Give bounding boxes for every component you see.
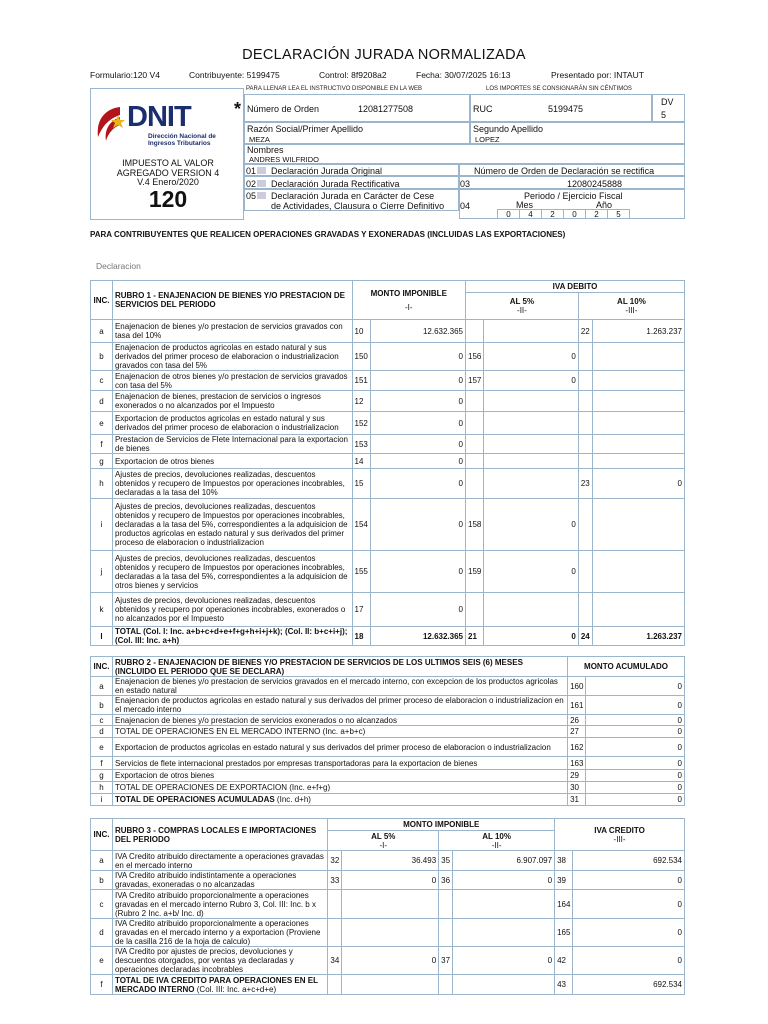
iva-credito-value: 692.534 bbox=[573, 851, 685, 871]
table-row bbox=[91, 757, 685, 770]
meta-presentado: Presentado por: INTAUT bbox=[551, 70, 644, 80]
iva-credito-value: 692.534 bbox=[573, 975, 685, 995]
table-row bbox=[91, 391, 685, 412]
al10-value: 0 bbox=[453, 947, 555, 975]
row-inc: d bbox=[91, 726, 113, 738]
row-inc: l bbox=[91, 627, 113, 646]
impuesto-label: IMPUESTO AL VALOR AGREGADO VERSION 4 V.4 Enero/2020 bbox=[116, 158, 220, 187]
casilla-code: 38 bbox=[555, 851, 573, 871]
al10-value: 6.907.097 bbox=[453, 851, 555, 871]
monto-value: 0 bbox=[370, 593, 465, 627]
casilla-code bbox=[328, 919, 342, 947]
table-row bbox=[91, 851, 685, 871]
page-title: DECLARACIÓN JURADA NORMALIZADA bbox=[242, 47, 526, 63]
rubro3-al5-header: AL 5% -I- bbox=[328, 831, 439, 851]
row-inc: i bbox=[91, 499, 113, 551]
al5-value bbox=[484, 469, 579, 499]
row-inc: c bbox=[91, 890, 113, 919]
al5-value bbox=[484, 593, 579, 627]
row-description-text: Enajenacion de bienes y/o prestacion de servicios exonerados o no alcanzados bbox=[114, 715, 397, 725]
rectifica-value-box: 03 12080245888 bbox=[459, 176, 685, 189]
row-inc: b bbox=[91, 696, 113, 715]
acumulado-value: 0 bbox=[586, 715, 685, 726]
form-subtitle: PARA CONTRIBUYENTES QUE REALICEN OPERACIONES GRAVADAS Y EXONERADAS (INCLUIDAS LAS EXPORTACIONES) bbox=[90, 230, 566, 239]
al5-value bbox=[484, 435, 579, 454]
casilla-code: 160 bbox=[568, 677, 586, 696]
rubro2-title: RUBRO 2 - ENAJENACION DE BIENES Y/O PRESTACION DE SERVICIOS DE LOS ULTIMOS SEIS (6) MESES (INCLUIDO EL PERIODO QUE SE DECLARA) bbox=[112, 657, 567, 677]
casilla-code: 12 bbox=[352, 391, 370, 412]
casilla-code bbox=[578, 371, 592, 391]
periodo-digits bbox=[498, 209, 630, 219]
row-description bbox=[112, 947, 327, 975]
ruc-box: RUC 5199475 bbox=[470, 94, 652, 122]
row-inc: c bbox=[91, 371, 113, 391]
section-label: Declaracion bbox=[96, 261, 141, 271]
row-description bbox=[112, 726, 567, 738]
table-row bbox=[91, 794, 685, 806]
periodo-digit: 0 bbox=[563, 209, 586, 219]
al5-value: 36.493 bbox=[342, 851, 439, 871]
row-inc: d bbox=[91, 391, 113, 412]
al10-value bbox=[592, 551, 684, 593]
table-row bbox=[91, 947, 685, 975]
row-description-text: Exportacion de productos agricolas en estado natural y sus derivados del primer proceso de elaboracion o industrializacion bbox=[114, 742, 551, 752]
casilla-code bbox=[578, 412, 592, 435]
logo-name: DNIT bbox=[127, 101, 191, 133]
row-description-text: (Col. III: Inc. a+c+d+e) bbox=[194, 984, 277, 994]
iva-credito-value: 0 bbox=[573, 871, 685, 890]
casilla-code: 17 bbox=[352, 593, 370, 627]
row-description-text: Ajustes de precios, devoluciones realizadas, descuentos obtenidos y recupero de Impuestos por operaciones incobrables, declaradas a la tasa del 10% bbox=[114, 470, 345, 497]
acumulado-value: 0 bbox=[586, 677, 685, 696]
table-row bbox=[91, 696, 685, 715]
row-description-text: (Col. I: Inc. a+b+c+d+e+f+g+h+i+j+k); (Col. II: b+c+i+j); (Col. III: Inc. a+h) bbox=[114, 627, 348, 645]
periodo-digit: 4 bbox=[519, 209, 542, 219]
casilla-code bbox=[439, 890, 453, 919]
casilla-code bbox=[466, 454, 484, 469]
casilla-code bbox=[578, 435, 592, 454]
casilla-code: 23 bbox=[578, 469, 592, 499]
al5-value: 0 bbox=[484, 371, 579, 391]
periodo-digit: 2 bbox=[585, 209, 608, 219]
casilla-code: 29 bbox=[568, 770, 586, 782]
row-description bbox=[112, 454, 352, 469]
row-inc: d bbox=[91, 919, 113, 947]
table-row bbox=[91, 320, 685, 343]
row-description-bold: TOTAL DE OPERACIONES ACUMULADAS bbox=[114, 795, 275, 804]
row-description bbox=[112, 738, 567, 757]
acumulado-value: 0 bbox=[586, 726, 685, 738]
row-description-text: Enajenacion de productos agricolas en estado natural y sus derivados del primer proceso de elaboracion o industrializacion gravados con tasa del 5% bbox=[114, 343, 339, 370]
rubro1-monto-header: MONTO IMPONIBLE -I- bbox=[352, 281, 465, 320]
row-description-text: Exportacion de otros bienes bbox=[114, 771, 215, 780]
casilla-code: 34 bbox=[328, 947, 342, 975]
casilla-code: 27 bbox=[568, 726, 586, 738]
rubro1-title: RUBRO 1 - ENAJENACION DE BIENES Y/O PRESTACION DE SERVICIOS DEL PERIODO bbox=[112, 281, 352, 320]
meta-formulario: Formulario:120 V4 bbox=[90, 70, 160, 80]
row-description bbox=[112, 715, 567, 726]
row-description bbox=[112, 435, 352, 454]
al5-value bbox=[342, 890, 439, 919]
logo-subtitle: Dirección Nacional de Ingresos Tributarios bbox=[148, 133, 216, 147]
casilla-code bbox=[578, 593, 592, 627]
rubro1-table bbox=[90, 280, 685, 646]
row-description-text: IVA Credito atribuido proporcionalmente a operaciones gravadas en el mercado interno y a exportacion (Proviene de la casilla 216 de la hoja de calculo) bbox=[114, 919, 321, 946]
row-inc: g bbox=[91, 454, 113, 469]
casilla-code: 10 bbox=[352, 320, 370, 343]
casilla-code bbox=[328, 890, 342, 919]
al5-value bbox=[484, 412, 579, 435]
row-description-text: TOTAL DE OPERACIONES EN EL MERCADO INTERNO (Inc. a+b+c) bbox=[114, 727, 366, 736]
monto-value: 0 bbox=[370, 454, 465, 469]
iva-credito-value: 0 bbox=[573, 919, 685, 947]
row-inc: e bbox=[91, 738, 113, 757]
table-row bbox=[91, 890, 685, 919]
row-inc: e bbox=[91, 412, 113, 435]
meta-fecha: Fecha: 30/07/2025 16:13 bbox=[416, 70, 511, 80]
casilla-code: 30 bbox=[568, 782, 586, 794]
casilla-code: 36 bbox=[439, 871, 453, 890]
casilla-code bbox=[466, 391, 484, 412]
al10-value: 1.263.237 bbox=[592, 320, 684, 343]
al10-value bbox=[592, 499, 684, 551]
casilla-code: 150 bbox=[352, 343, 370, 371]
rubro3-monto-header: MONTO IMPONIBLE bbox=[328, 819, 555, 831]
row-description bbox=[112, 412, 352, 435]
al10-value bbox=[453, 890, 555, 919]
acumulado-value: 0 bbox=[586, 794, 685, 806]
row-description-text: Ajustes de precios, devoluciones realizadas, descuentos obtenidos y recupero de Impuestos por operaciones incobrables, declaradas a la tasa del 5%, correspondientes a la adquisicion de productos agricolas en estado natural y sus derivados del primer proceso de elaboracion o industrializacion bbox=[114, 502, 348, 547]
rubro2-inc-header: INC. bbox=[91, 657, 113, 677]
casilla-code bbox=[466, 412, 484, 435]
row-inc: g bbox=[91, 770, 113, 782]
casilla-code: 33 bbox=[328, 871, 342, 890]
rubro2-table bbox=[90, 656, 685, 806]
rectifica-label-box: Número de Orden de Declaración se rectifica bbox=[459, 164, 685, 176]
rectificativa-row: 02 Declaración Jurada Rectificativa bbox=[244, 176, 459, 189]
periodo-box: 04 Periodo / Ejercicio Fiscal Mes Año 0 4 2 0 2 5 bbox=[459, 189, 685, 219]
row-description bbox=[112, 890, 327, 919]
row-description-text: Enajenacion de productos agricolas en estado natural y sus derivados del primer proceso de elaboracion o industrializacion en el mercado interno bbox=[114, 696, 564, 714]
casilla-code: 18 bbox=[352, 627, 370, 646]
row-description-text: Exportacion de otros bienes bbox=[114, 456, 215, 466]
row-description bbox=[112, 794, 567, 806]
al5-value bbox=[484, 454, 579, 469]
row-description bbox=[112, 593, 352, 627]
casilla-code: 42 bbox=[555, 947, 573, 975]
row-description-bold: TOTAL DE IVA CREDITO PARA OPERACIONES EN EL MERCADO INTERNO bbox=[114, 975, 318, 994]
rubro3-iva-header: IVA CREDITO -III- bbox=[555, 819, 685, 851]
al5-value: 0 bbox=[342, 947, 439, 975]
casilla-code: 165 bbox=[555, 919, 573, 947]
al10-value bbox=[592, 412, 684, 435]
row-inc: h bbox=[91, 782, 113, 794]
original-row: 01 Declaración Jurada Original bbox=[244, 164, 459, 176]
note-left: PARA LLENAR LEA EL INSTRUCTIVO DISPONIBLE EN LA WEB bbox=[246, 86, 423, 92]
al5-value: 0 bbox=[484, 551, 579, 593]
row-inc: b bbox=[91, 343, 113, 371]
acumulado-value: 0 bbox=[586, 770, 685, 782]
star-icon bbox=[111, 115, 125, 129]
casilla-code bbox=[439, 975, 453, 995]
al10-value bbox=[592, 435, 684, 454]
row-description-text: Enajenacion de bienes y/o prestacion de servicios gravados en el mercado interno, con excepcion de los productos agricolas en estado natural bbox=[114, 677, 558, 695]
al10-value bbox=[592, 593, 684, 627]
rubro3-inc-header: INC. bbox=[91, 819, 113, 851]
row-description bbox=[112, 851, 327, 871]
row-description-text: TOTAL DE OPERACIONES DE EXPORTACION (Inc. e+f+g) bbox=[114, 783, 331, 792]
casilla-code: 153 bbox=[352, 435, 370, 454]
row-description-text: Ajustes de precios, devoluciones realizadas, descuentos obtenidos y recupero de Impuestos por operaciones incobrables, declaradas a la tasa del 5%, correspondientes a la adquisicion de otros bienes y servicios bbox=[114, 553, 348, 590]
table-row bbox=[91, 469, 685, 499]
casilla-code: 21 bbox=[466, 627, 484, 646]
rubro1-iva-header: IVA DEBITO bbox=[466, 281, 685, 293]
rubro3-al10-header: AL 10% -II- bbox=[439, 831, 555, 851]
row-description bbox=[112, 320, 352, 343]
meta-contribuyente: Contribuyente: 5199475 bbox=[189, 70, 280, 80]
al10-value bbox=[592, 371, 684, 391]
casilla-code: 163 bbox=[568, 757, 586, 770]
casilla-code: 37 bbox=[439, 947, 453, 975]
logo-asterisk: * bbox=[234, 99, 242, 119]
row-description-text: Enajenacion de bienes, prestacion de servicios o ingresos exonerados o no alcanzados por el Impuesto bbox=[114, 392, 321, 410]
casilla-code: 35 bbox=[439, 851, 453, 871]
logo-panel bbox=[90, 88, 244, 220]
casilla-code: 164 bbox=[555, 890, 573, 919]
row-inc: k bbox=[91, 593, 113, 627]
row-description bbox=[112, 343, 352, 371]
al5-value bbox=[484, 391, 579, 412]
casilla-code: 14 bbox=[352, 454, 370, 469]
row-description-text: IVA Credito por ajustes de precios, devoluciones y descuentos otorgados, por ventas ya declaradas y operaciones declaradas incobrables bbox=[114, 947, 294, 974]
row-inc: f bbox=[91, 435, 113, 454]
razon-box: Razón Social/Primer Apellido MEZA bbox=[244, 122, 470, 144]
dv-box: DV 5 bbox=[652, 94, 685, 122]
row-inc: a bbox=[91, 851, 113, 871]
rubro3-title: RUBRO 3 - COMPRAS LOCALES E IMPORTACIONES DEL PERIODO bbox=[112, 819, 327, 851]
al5-value: 0 bbox=[342, 871, 439, 890]
monto-value: 0 bbox=[370, 499, 465, 551]
al5-value: 0 bbox=[484, 499, 579, 551]
rubro1-al5-header: AL 5% -II- bbox=[466, 293, 579, 320]
al5-value: 0 bbox=[484, 627, 579, 646]
table-row bbox=[91, 726, 685, 738]
periodo-digit: 0 bbox=[497, 209, 520, 219]
table-row bbox=[91, 738, 685, 757]
row-description bbox=[112, 975, 327, 995]
casilla-code: 152 bbox=[352, 412, 370, 435]
row-description-text: Enajenacion de otros bienes y/o prestacion de servicios gravados con tasa del 5% bbox=[114, 371, 348, 390]
casilla-code bbox=[466, 593, 484, 627]
row-inc: b bbox=[91, 871, 113, 890]
row-description bbox=[112, 371, 352, 391]
casilla-code bbox=[578, 454, 592, 469]
rubro1-inc-header: INC. bbox=[91, 281, 113, 320]
casilla-code: 157 bbox=[466, 371, 484, 391]
note-right: LOS IMPORTES SE CONSIGNARÁN SIN CÉNTIMOS bbox=[486, 86, 632, 92]
casilla-code: 154 bbox=[352, 499, 370, 551]
casilla-code: 161 bbox=[568, 696, 586, 715]
casilla-code bbox=[578, 499, 592, 551]
casilla-code: 22 bbox=[578, 320, 592, 343]
row-description-text: Servicios de flete internacional prestados por empresas transportadoras para la exportacion de bienes bbox=[114, 758, 478, 768]
casilla-code: 43 bbox=[555, 975, 573, 995]
table-row bbox=[91, 919, 685, 947]
al5-value bbox=[342, 975, 439, 995]
row-description bbox=[112, 782, 567, 794]
table-row bbox=[91, 593, 685, 627]
monto-value: 0 bbox=[370, 391, 465, 412]
row-description bbox=[112, 469, 352, 499]
casilla-code bbox=[578, 343, 592, 371]
table-row bbox=[91, 371, 685, 391]
casilla-code bbox=[466, 320, 484, 343]
casilla-code: 39 bbox=[555, 871, 573, 890]
row-inc: h bbox=[91, 469, 113, 499]
table-row bbox=[91, 627, 685, 646]
row-description bbox=[112, 871, 327, 890]
orden-box: Número de Orden 12081277508 bbox=[244, 94, 470, 122]
row-description-text: Ajustes de precios, devoluciones realizadas, descuentos obtenidos y recupero por operaciones incobrables, exonerados o no alcanzados por el Impuesto bbox=[114, 596, 346, 623]
monto-value: 0 bbox=[370, 343, 465, 371]
row-inc: f bbox=[91, 975, 113, 995]
casilla-code: 32 bbox=[328, 851, 342, 871]
cese-row: 05 Declaración Jurada en Carácter de Cese de Actividades, Clausura o Cierre Definitivo bbox=[244, 189, 459, 211]
casilla-code: 158 bbox=[466, 499, 484, 551]
row-inc: f bbox=[91, 757, 113, 770]
row-inc: j bbox=[91, 551, 113, 593]
row-description-text: Enajenacion de bienes y/o prestacion de servicios gravados con tasa del 10% bbox=[114, 322, 343, 340]
iva-credito-value: 0 bbox=[573, 947, 685, 975]
acumulado-value: 0 bbox=[586, 757, 685, 770]
al10-value bbox=[592, 343, 684, 371]
table-row bbox=[91, 412, 685, 435]
table-row bbox=[91, 551, 685, 593]
cese-checkbox[interactable] bbox=[257, 192, 266, 199]
periodo-digit: 5 bbox=[607, 209, 630, 219]
monto-value: 0 bbox=[370, 412, 465, 435]
casilla-code: 151 bbox=[352, 371, 370, 391]
row-description bbox=[112, 919, 327, 947]
row-description bbox=[112, 499, 352, 551]
casilla-code bbox=[578, 391, 592, 412]
nombres-box: Nombres ANDRES WILFRIDO bbox=[244, 144, 685, 164]
casilla-code: 15 bbox=[352, 469, 370, 499]
table-row bbox=[91, 782, 685, 794]
acumulado-value: 0 bbox=[586, 782, 685, 794]
table-row bbox=[91, 343, 685, 371]
monto-value: 0 bbox=[370, 371, 465, 391]
acumulado-value: 0 bbox=[586, 738, 685, 757]
original-checkbox[interactable] bbox=[257, 167, 266, 174]
table-row bbox=[91, 454, 685, 469]
casilla-code: 26 bbox=[568, 715, 586, 726]
segundo-box: Segundo Apellido LOPEZ bbox=[470, 122, 685, 144]
al5-value bbox=[342, 919, 439, 947]
row-description-text: Exportacion de productos agricolas en estado natural y sus derivados del primer proceso de elaboracion o industrializacion bbox=[114, 414, 339, 432]
casilla-code: 159 bbox=[466, 551, 484, 593]
row-description-text: IVA Credito atribuido proporcionalmente a operaciones gravadas en el mercado interno Rubro 3, Col. III: Inc. b x (Rubro 2 Inc. a+b/ Inc. d) bbox=[114, 890, 316, 918]
casilla-code bbox=[439, 919, 453, 947]
row-description bbox=[112, 770, 567, 782]
table-row bbox=[91, 715, 685, 726]
table-row bbox=[91, 770, 685, 782]
row-description-text: Prestacion de Servicios de Flete Internacional para la exportacion de bienes bbox=[114, 435, 348, 453]
casilla-code: 156 bbox=[466, 343, 484, 371]
row-description-bold: TOTAL bbox=[114, 627, 141, 636]
casilla-code: 24 bbox=[578, 627, 592, 646]
monto-value: 12.632.365 bbox=[370, 627, 465, 646]
al10-value: 0 bbox=[592, 469, 684, 499]
row-description-text: IVA Credito atribuido indistintamente a operaciones gravadas, exoneradas o no alcanzadas bbox=[114, 871, 297, 889]
monto-value: 12.632.365 bbox=[370, 320, 465, 343]
row-description bbox=[112, 551, 352, 593]
row-description bbox=[112, 757, 567, 770]
table-row bbox=[91, 435, 685, 454]
row-description-text: (Inc. d+h) bbox=[274, 795, 311, 804]
al10-value: 0 bbox=[453, 871, 555, 890]
row-description bbox=[112, 391, 352, 412]
al10-value bbox=[592, 391, 684, 412]
iva-credito-value: 0 bbox=[573, 890, 685, 919]
casilla-code: 155 bbox=[352, 551, 370, 593]
row-inc: i bbox=[91, 794, 113, 806]
al10-value bbox=[453, 919, 555, 947]
row-description-text: IVA Credito atribuido directamente a operaciones gravadas en el mercado interno bbox=[114, 851, 324, 870]
rubro3-table bbox=[90, 818, 685, 995]
table-row bbox=[91, 499, 685, 551]
row-inc: e bbox=[91, 947, 113, 975]
casilla-code bbox=[466, 469, 484, 499]
monto-value: 0 bbox=[370, 551, 465, 593]
casilla-code bbox=[466, 435, 484, 454]
al5-value: 0 bbox=[484, 343, 579, 371]
rectificativa-checkbox[interactable] bbox=[257, 180, 266, 187]
row-description bbox=[112, 696, 567, 715]
row-description bbox=[112, 627, 352, 646]
al10-value bbox=[453, 975, 555, 995]
casilla-code: 162 bbox=[568, 738, 586, 757]
periodo-digit: 2 bbox=[541, 209, 564, 219]
casilla-code bbox=[578, 551, 592, 593]
row-inc: c bbox=[91, 715, 113, 726]
form-header bbox=[90, 85, 685, 220]
monto-value: 0 bbox=[370, 469, 465, 499]
meta-control: Control: 8f9208a2 bbox=[319, 70, 387, 80]
form-number: 120 bbox=[148, 186, 188, 212]
casilla-code bbox=[328, 975, 342, 995]
table-row bbox=[91, 677, 685, 696]
rubro2-monto-header: MONTO ACUMULADO bbox=[568, 657, 685, 677]
casilla-code: 31 bbox=[568, 794, 586, 806]
row-inc: a bbox=[91, 320, 113, 343]
rubro1-al10-header: AL 10% -III- bbox=[578, 293, 684, 320]
row-inc: a bbox=[91, 677, 113, 696]
al10-value: 1.263.237 bbox=[592, 627, 684, 646]
monto-value: 0 bbox=[370, 435, 465, 454]
row-description bbox=[112, 677, 567, 696]
acumulado-value: 0 bbox=[586, 696, 685, 715]
al5-value bbox=[484, 320, 579, 343]
table-row bbox=[91, 871, 685, 890]
al10-value bbox=[592, 454, 684, 469]
table-row bbox=[91, 975, 685, 995]
